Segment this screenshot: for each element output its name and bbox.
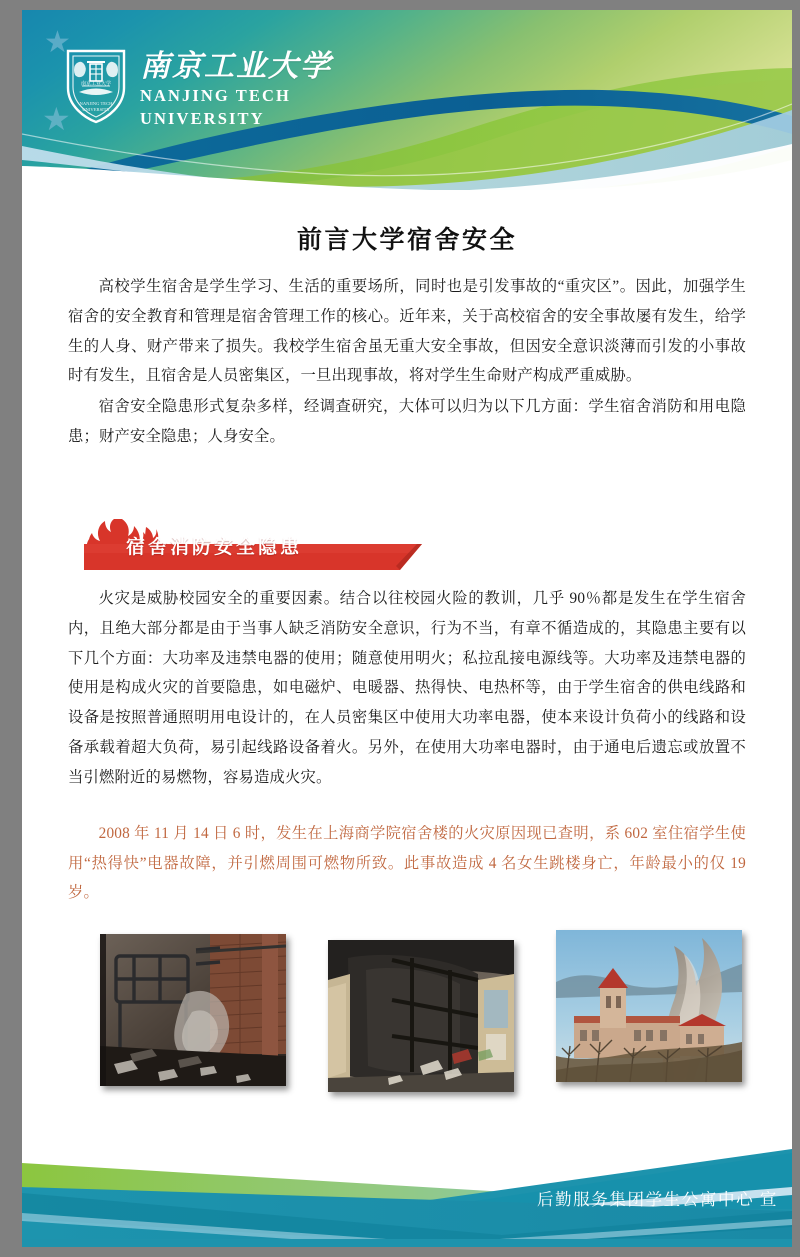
poster-inner-page <box>22 10 792 1247</box>
intro-paragraph-1: 高校学生宿舍是学生学习、生活的重要场所，同时也是引发事故的“重灾区”。因此，加强学生宿舍的安全教育和管理是宿舍管理工作的核心。近年来，关于高校宿舍的安全事故屡有发生，给学生的人身、财产带来了损失。我校学生宿舍虽无重大安全事故，但因安全意识淡薄而引发的小事故时有发生，且宿舍是人员密集区，一旦出现事故，将对学生生命财产构成严重威胁。 <box>68 278 746 385</box>
poster-footer <box>22 1135 792 1247</box>
star-icon: ★ <box>44 26 71 59</box>
introduction-section <box>68 272 746 452</box>
poster-content <box>22 226 792 1092</box>
fire-case-paragraph: 2008 年 11 月 14 日 6 时，发生在上海商学院宿舍楼的火灾原因现已查明，系 602 室住宿学生使用“热得快”电器故障，并引燃周围可燃物所致。此事故造成 4 名女生跳楼身亡，年龄最小的仅 19 岁。 <box>68 824 746 902</box>
svg-text:UNIVERSITY: UNIVERSITY <box>82 107 110 112</box>
fire-hazard-section <box>68 584 746 908</box>
section-banner-label: 宿舍消防安全隐患 <box>126 536 303 558</box>
intro-paragraph-2: 宿舍安全隐患形式复杂多样，经调查研究，大体可以归为以下几方面：学生宿舍消防和用电隐患；财产安全隐患；人身安全。 <box>68 398 746 446</box>
photo-building-on-fire-smoke <box>556 930 742 1082</box>
logo-chinese-name: 南京工业大学 <box>140 50 332 83</box>
photo-gallery <box>100 934 742 1092</box>
logo-english-name-line1: NANJING TECH <box>140 86 291 105</box>
page-title: 前言大学宿舍安全 <box>296 227 517 254</box>
star-icon: ★ <box>42 101 71 137</box>
crest-motto-text: NANJING TECH <box>79 101 113 106</box>
fire-body-paragraph: 火灾是威胁校园安全的重要因素。结合以往校园火险的教训，几乎 90％都是发生在学生宿舍内，且绝大部分都是由于当事人缺乏消防安全意识，行为不当，有章不循造成的，其隐患主要有以下几个方面：大功率及违禁电器的使用；随意使用明火；私拉乱接电源线等。大功率及违禁电器的使用是构成火灾的首要隐患，如电磁炉、电暖器、热得快、电热杯等，由于学生宿舍的供电线路和设备是按照普通照明用电设计的，在人员密集区中使用大功率电器，使本来设计负荷小的线路和设备承载着超大负荷，易引起线路设备着火。另外，在使用大功率电器时，由于通电后遗忘或放置不当引燃附近的易燃物，容易造成火灾。 <box>68 589 746 786</box>
photo-burned-dormitory-interior <box>100 934 286 1086</box>
logo-english-name-line2: UNIVERSITY <box>140 109 265 129</box>
photo-charred-dormitory-room <box>328 940 514 1092</box>
university-crest-icon <box>65 48 127 124</box>
footer-organization-label: 后勤服务集团学生公寓中心 宣 <box>536 1190 778 1209</box>
logo-text-group <box>140 48 332 129</box>
svg-text:南京工业大学: 南京工业大学 <box>80 82 112 87</box>
poster-header <box>22 10 792 190</box>
section-banner-fire-hazards <box>68 514 746 570</box>
university-logo <box>65 48 332 129</box>
